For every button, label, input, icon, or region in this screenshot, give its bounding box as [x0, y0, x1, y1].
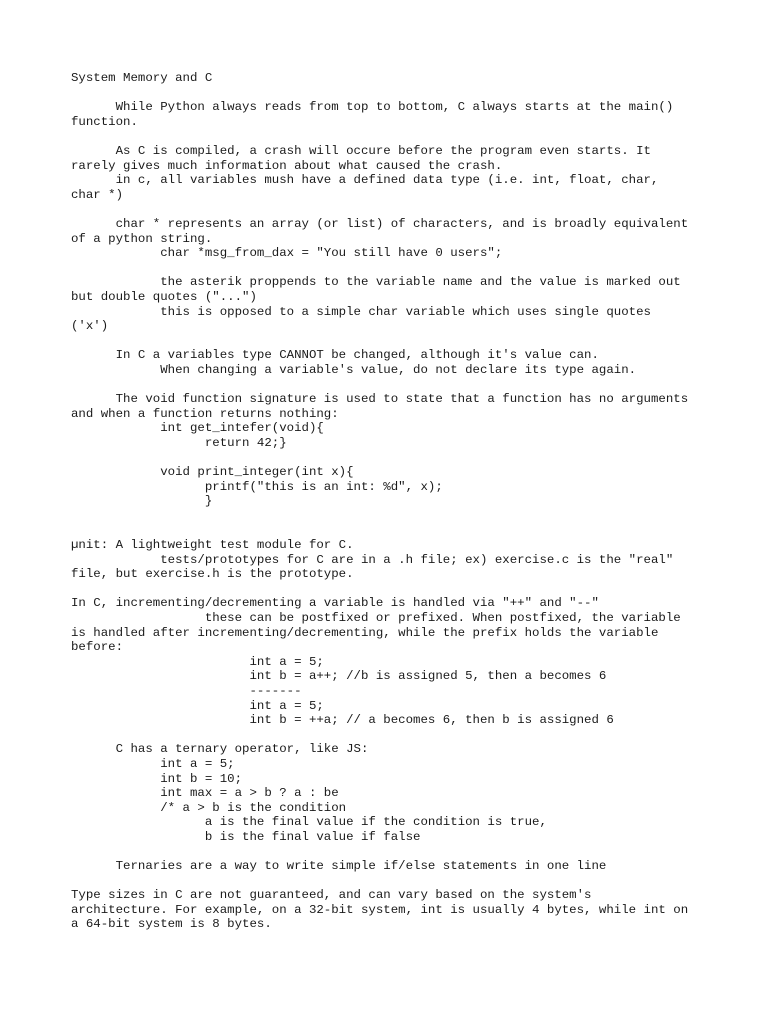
document-page: [71, 71, 711, 932]
doc-line: C has a ternary operator, like JS:: [71, 742, 369, 757]
doc-line: int b = 10;: [71, 771, 243, 786]
doc-line: As C is compiled, a crash will occure before the program even starts. It: [71, 143, 651, 158]
doc-line: these can be postfixed or prefixed. When postfixed, the variable: [71, 610, 681, 625]
doc-line: [71, 377, 711, 392]
doc-line: but double quotes ("..."): [71, 289, 257, 304]
doc-line: [71, 129, 711, 144]
doc-line: char *msg_from_dax = "You still have 0 users";: [71, 246, 503, 261]
doc-line: int b = a++; //b is assigned 5, then a becomes 6: [71, 669, 607, 684]
doc-line: [71, 86, 711, 101]
doc-line: System Memory and C: [71, 71, 213, 85]
doc-line: }: [71, 494, 213, 509]
doc-line: char *): [71, 187, 124, 202]
doc-line: in c, all variables mush have a defined data type (i.e. int, float, char,: [71, 173, 659, 188]
doc-line: When changing a variable's value, do not declare its type again.: [71, 362, 637, 377]
doc-line: [71, 450, 711, 465]
doc-line: a 64-bit system is 8 bytes.: [71, 917, 272, 932]
doc-line: and when a function returns nothing:: [71, 406, 339, 421]
doc-line: return 42;}: [71, 435, 287, 450]
doc-line: In C, incrementing/decrementing a variable is handled via "++" and "--": [71, 596, 599, 611]
doc-line: the asterik proppends to the variable name and the value is marked out: [71, 275, 681, 290]
doc-line: [71, 874, 711, 889]
doc-line: Ternaries are a way to write simple if/else statements in one line: [71, 859, 607, 874]
doc-line: function.: [71, 114, 138, 129]
doc-line: void print_integer(int x){: [71, 465, 354, 480]
doc-line: of a python string.: [71, 231, 213, 246]
doc-line: Type sizes in C are not guaranteed, and can vary based on the system's: [71, 888, 592, 903]
doc-line: [71, 728, 711, 743]
doc-line: rarely gives much information about what caused the crash.: [71, 158, 503, 173]
doc-line: ('x'): [71, 319, 109, 334]
doc-line: [71, 202, 711, 217]
doc-line: this is opposed to a simple char variable which uses single quotes: [71, 304, 651, 319]
doc-line: [71, 582, 711, 597]
doc-line: char * represents an array (or list) of characters, and is broadly equivalent: [71, 216, 689, 231]
doc-line: int b = ++a; // a becomes 6, then b is assigned 6: [71, 713, 614, 728]
doc-line: While Python always reads from top to bottom, C always starts at the main(): [71, 100, 674, 115]
doc-line: /* a > b is the condition: [71, 800, 347, 815]
doc-line: [71, 844, 711, 859]
doc-line: The void function signature is used to state that a function has no arguments: [71, 392, 689, 407]
doc-line: In C a variables type CANNOT be changed, although it's value can.: [71, 348, 599, 363]
doc-line: int a = 5;: [71, 756, 235, 771]
doc-line: file, but exercise.h is the prototype.: [71, 567, 354, 582]
doc-line: int get_intefer(void){: [71, 421, 324, 436]
doc-line: int a = 5;: [71, 698, 324, 713]
doc-line: printf("this is an int: %d", x);: [71, 479, 443, 494]
doc-line: a is the final value if the condition is true,: [71, 815, 547, 830]
doc-line: b is the final value if false: [71, 829, 421, 844]
doc-line: architecture. For example, on a 32-bit system, int is usually 4 bytes, while int on: [71, 902, 689, 917]
doc-line: int a = 5;: [71, 654, 324, 669]
doc-line: tests/prototypes for C are in a .h file; ex) exercise.c is the "real": [71, 552, 674, 567]
doc-line: before:: [71, 640, 124, 655]
doc-line: [71, 334, 711, 349]
doc-line: [71, 261, 711, 276]
doc-line: -------: [71, 683, 302, 698]
doc-line: int max = a > b ? a : be: [71, 786, 339, 801]
doc-line: [71, 509, 711, 524]
doc-line: [71, 523, 711, 538]
doc-line: µnit: A lightweight test module for C.: [71, 538, 354, 552]
doc-line: is handled after incrementing/decrementing, while the prefix holds the variable: [71, 625, 659, 640]
